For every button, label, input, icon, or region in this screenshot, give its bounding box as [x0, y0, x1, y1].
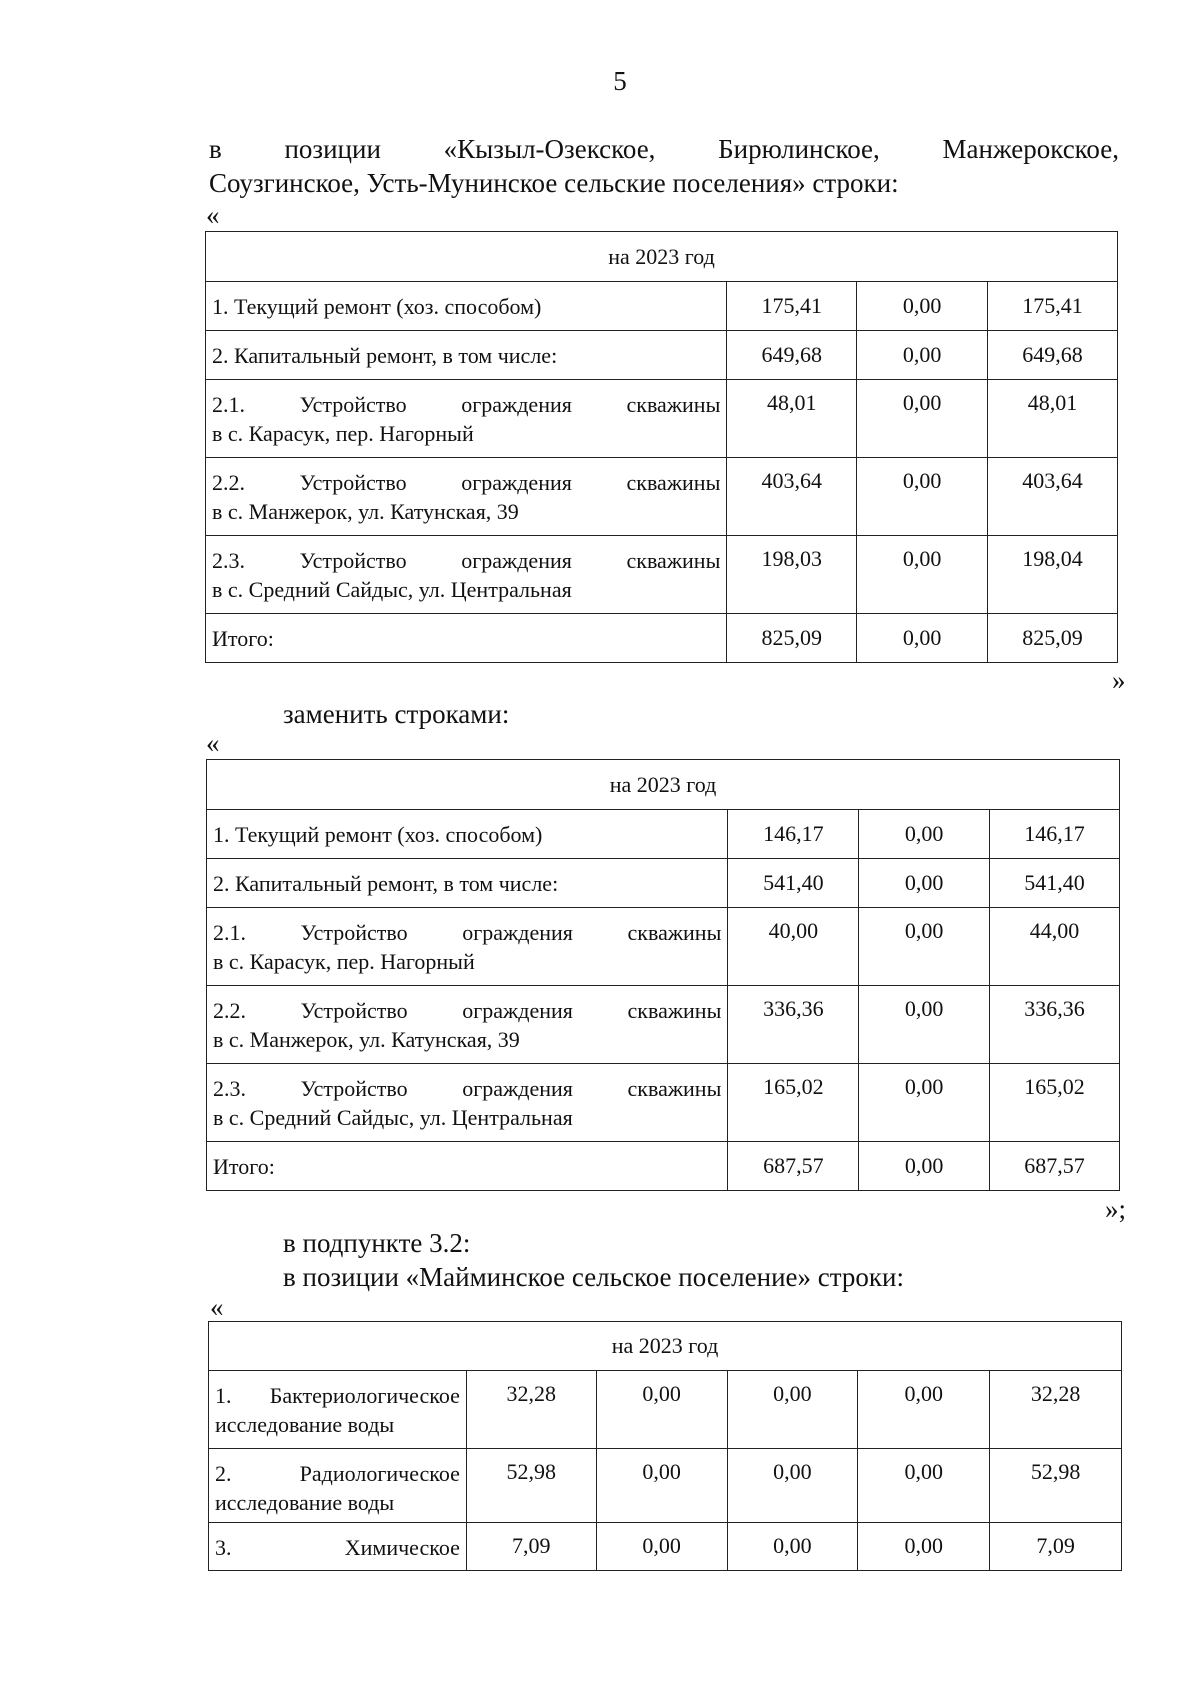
- table-row: [206, 331, 1118, 380]
- row-label-line1: 2. Радиологическое: [215, 1461, 460, 1486]
- cell-value: 0,00: [857, 614, 988, 663]
- cell-value: 32,28: [466, 1371, 596, 1449]
- table-row: [207, 859, 1120, 908]
- table-row: [206, 536, 1118, 614]
- cell-value: 0,00: [859, 810, 990, 859]
- row-label-line2: в с. Манжерок, ул. Катунская, 39: [213, 1027, 520, 1052]
- row-label: [207, 1064, 728, 1142]
- cell-value: 175,41: [988, 282, 1118, 331]
- cell-value: 0,00: [859, 1142, 990, 1191]
- cell-value: 0,00: [857, 282, 988, 331]
- row-label-line1: 2.2. Устройство ограждения скважины: [213, 998, 722, 1023]
- cell-value: 0,00: [857, 458, 988, 536]
- cell-value: 146,17: [990, 810, 1120, 859]
- row-label: 1. Текущий ремонт (хоз. способом): [206, 282, 727, 331]
- row-label: [209, 1449, 467, 1523]
- row-label-line2: в с. Карасук, пер. Нагорный: [212, 421, 474, 446]
- cell-value: 52,98: [466, 1449, 596, 1523]
- cell-value: 32,28: [990, 1371, 1122, 1449]
- cell-value: 0,00: [858, 1449, 990, 1523]
- row-label: 1. Текущий ремонт (хоз. способом): [207, 810, 728, 859]
- cell-value: 0,00: [727, 1523, 858, 1571]
- table-header: на 2023 год: [206, 232, 1118, 282]
- cell-value: 165,02: [728, 1064, 859, 1142]
- cell-value: 0,00: [596, 1371, 727, 1449]
- table-row-total: [206, 614, 1118, 663]
- cell-value: 0,00: [857, 536, 988, 614]
- table-row: [209, 1371, 1122, 1449]
- cell-value: 0,00: [859, 859, 990, 908]
- table-1: [205, 231, 1118, 663]
- row-label: [207, 986, 728, 1064]
- row-label-line1: 2.3. Устройство ограждения скважины: [213, 1076, 722, 1101]
- cell-value: 7,09: [990, 1523, 1122, 1571]
- row-label-line1: 2.3. Устройство ограждения скважины: [212, 548, 721, 573]
- row-label: 2. Капитальный ремонт, в том числе:: [207, 859, 728, 908]
- table-header: на 2023 год: [209, 1322, 1122, 1371]
- quote-close-2: »;: [1105, 1194, 1127, 1224]
- cell-value: 0,00: [858, 1371, 990, 1449]
- row-label: 2. Капитальный ремонт, в том числе:: [206, 331, 727, 380]
- table-row: [206, 380, 1118, 458]
- table-row: [207, 908, 1120, 986]
- cell-value: 336,36: [728, 986, 859, 1064]
- cell-value: 146,17: [728, 810, 859, 859]
- row-label-line1: 2.1. Устройство ограждения скважины: [212, 392, 721, 417]
- row-label: Итого:: [207, 1142, 728, 1191]
- row-label: [206, 536, 727, 614]
- row-label: [209, 1523, 467, 1571]
- row-label-line1: 2.1. Устройство ограждения скважины: [213, 920, 722, 945]
- cell-value: 48,01: [988, 380, 1118, 458]
- cell-value: 0,00: [858, 1523, 990, 1571]
- cell-value: 175,41: [727, 282, 857, 331]
- cell-value: 0,00: [596, 1449, 727, 1523]
- table-row: [206, 458, 1118, 536]
- quote-open-2: «: [206, 728, 220, 758]
- table-header: на 2023 год: [207, 760, 1120, 810]
- table-row: [209, 1449, 1122, 1523]
- quote-open-3: «: [210, 1292, 224, 1322]
- intro-line-1: в позиции «Кызыл-Озекское, Бирюлинское, Манжерокское,: [209, 134, 1119, 164]
- row-label: [209, 1371, 467, 1449]
- cell-value: 0,00: [857, 380, 988, 458]
- row-label-line2: исследование воды: [215, 1412, 395, 1437]
- cell-value: 825,09: [988, 614, 1118, 663]
- cell-value: 40,00: [728, 908, 859, 986]
- cell-value: 48,01: [727, 380, 857, 458]
- table-3: [208, 1321, 1122, 1571]
- row-label-line2: исследование воды: [215, 1490, 395, 1515]
- cell-value: 198,04: [988, 536, 1118, 614]
- cell-value: 0,00: [859, 908, 990, 986]
- intro-line-2: Соузгинское, Усть-Мунинское сельские поселения» строки:: [209, 168, 899, 198]
- cell-value: 403,64: [988, 458, 1118, 536]
- table-row: [207, 810, 1120, 859]
- row-label-line1: 1. Бактериологическое: [215, 1383, 460, 1408]
- table-row: [206, 282, 1118, 331]
- table-row: [207, 1064, 1120, 1142]
- cell-value: 0,00: [596, 1523, 727, 1571]
- table-row: [209, 1523, 1122, 1571]
- position-text: в позиции «Майминское сельское поселение» строки:: [283, 1262, 904, 1292]
- cell-value: 52,98: [990, 1449, 1122, 1523]
- row-label-line1: 3. Химическое: [215, 1535, 460, 1560]
- row-label: [207, 908, 728, 986]
- quote-close-1: »: [1112, 665, 1126, 695]
- table-row: [207, 986, 1120, 1064]
- row-label: [206, 458, 727, 536]
- cell-value: 0,00: [859, 1064, 990, 1142]
- quote-open-1: «: [206, 200, 220, 230]
- cell-value: 0,00: [727, 1449, 858, 1523]
- cell-value: 649,68: [727, 331, 857, 380]
- table-row-total: [207, 1142, 1120, 1191]
- cell-value: 7,09: [466, 1523, 596, 1571]
- cell-value: 403,64: [727, 458, 857, 536]
- cell-value: 825,09: [727, 614, 857, 663]
- cell-value: 0,00: [859, 986, 990, 1064]
- cell-value: 649,68: [988, 331, 1118, 380]
- cell-value: 541,40: [990, 859, 1120, 908]
- cell-value: 336,36: [990, 986, 1120, 1064]
- row-label-line2: в с. Карасук, пер. Нагорный: [213, 949, 475, 974]
- cell-value: 687,57: [990, 1142, 1120, 1191]
- row-label: Итого:: [206, 614, 727, 663]
- replace-text: заменить строками:: [283, 699, 510, 729]
- cell-value: 165,02: [990, 1064, 1120, 1142]
- cell-value: 44,00: [990, 908, 1120, 986]
- page-number: 5: [613, 66, 627, 96]
- cell-value: 198,03: [727, 536, 857, 614]
- row-label-line2: в с. Средний Сайдыс, ул. Центральная: [213, 1105, 573, 1130]
- row-label-line2: в с. Средний Сайдыс, ул. Центральная: [212, 577, 572, 602]
- row-label-line2: в с. Манжерок, ул. Катунская, 39: [212, 499, 519, 524]
- row-label-line1: 2.2. Устройство ограждения скважины: [212, 470, 721, 495]
- cell-value: 0,00: [857, 331, 988, 380]
- subpoint-text: в подпункте 3.2:: [283, 1228, 471, 1258]
- row-label: [206, 380, 727, 458]
- cell-value: 687,57: [728, 1142, 859, 1191]
- cell-value: 0,00: [727, 1371, 858, 1449]
- cell-value: 541,40: [728, 859, 859, 908]
- table-2: [206, 759, 1120, 1191]
